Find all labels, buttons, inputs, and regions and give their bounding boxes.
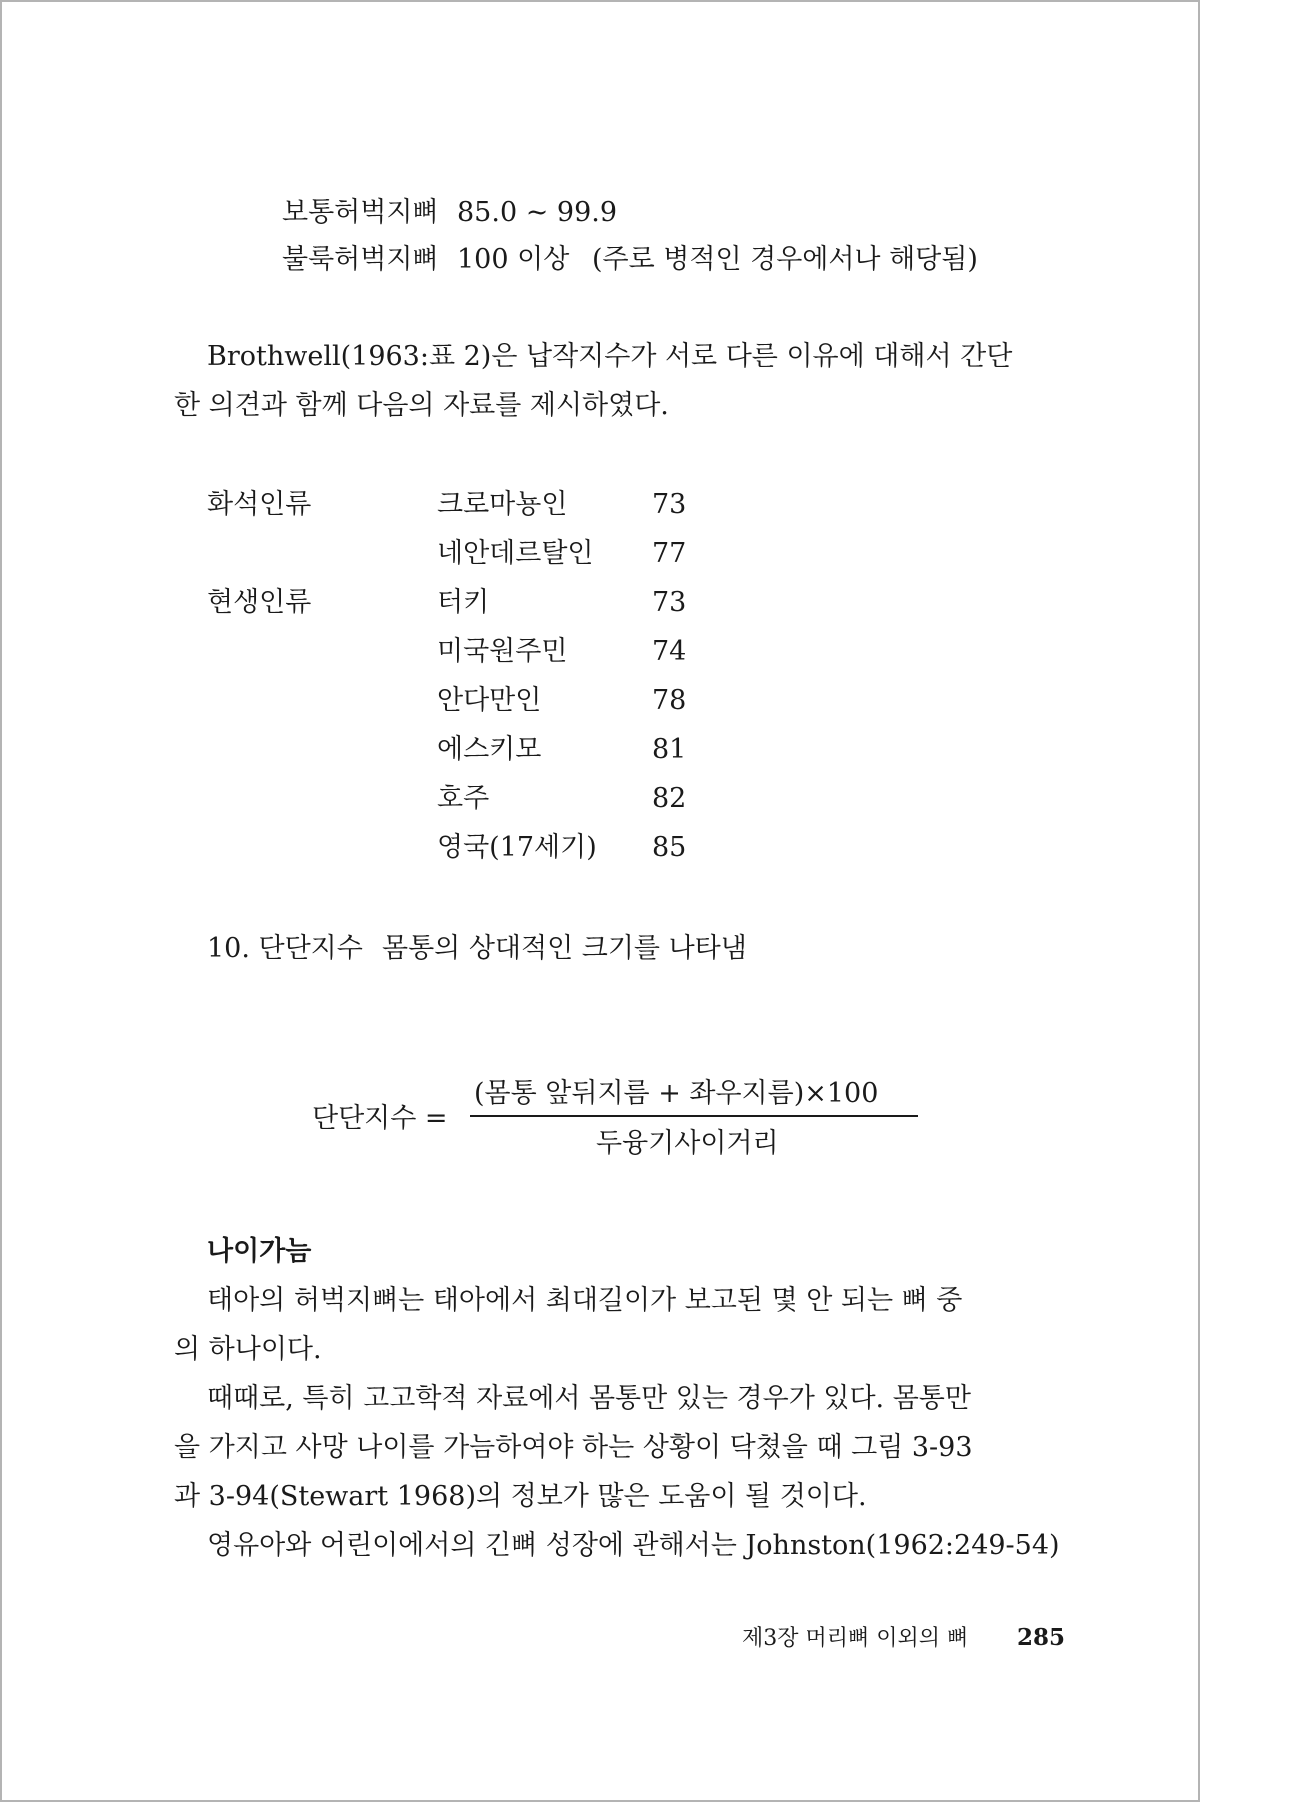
paragraph-line: 때때로, 특히 고고학적 자료에서 몸통만 있는 경우가 있다. 몸통만 <box>207 1383 971 1414</box>
table-row-value: 78 <box>652 685 687 716</box>
table-row-value: 82 <box>652 783 687 814</box>
running-footer: 제3장 머리뼈 이외의 뼈 <box>742 1626 969 1651</box>
table-row-name: 미국원주민 <box>437 636 568 667</box>
table-row-value: 73 <box>652 587 687 618</box>
paragraph-line: 태아의 허벅지뼈는 태아에서 최대길이가 보고된 몇 안 되는 뼈 중 <box>207 1285 963 1316</box>
range-label: 불룩허벅지뼈 <box>282 244 439 275</box>
section-heading: 나이가늠 <box>207 1236 312 1267</box>
paragraph-line: 의 하나이다. <box>174 1334 322 1365</box>
table-row-name: 안다만인 <box>437 685 542 716</box>
table-row-name: 호주 <box>437 783 490 814</box>
paragraph-line: 을 가지고 사망 나이를 가늠하여야 하는 상황이 닥쳤을 때 그림 3-93 <box>174 1432 973 1463</box>
book-edge <box>1200 0 1315 1806</box>
intro-line: Brothwell(1963:표 2)은 납작지수가 서로 다른 이유에 대해서 간단 <box>207 341 1013 372</box>
range-value: 85.0 ~ 99.9 <box>457 197 618 228</box>
fraction-bar <box>470 1115 918 1117</box>
formula-numerator: (몸통 앞뒤지름 + 좌우지름)×100 <box>474 1078 879 1109</box>
range-note: (주로 병적인 경우에서나 해당됨) <box>592 244 978 275</box>
index-description: 몸통의 상대적인 크기를 나타냄 <box>382 933 747 964</box>
table-row-value: 77 <box>652 538 687 569</box>
formula-lhs: 단단지수 = <box>312 1103 448 1134</box>
table-row-name: 네안데르탈인 <box>437 538 594 569</box>
group-label: 현생인류 <box>207 587 312 618</box>
range-value: 100 이상 <box>457 244 570 275</box>
table-row-name: 터키 <box>437 587 490 618</box>
paragraph-line: 과 3-94(Stewart 1968)의 정보가 많은 도움이 될 것이다. <box>174 1481 867 1512</box>
table-row-name: 영국(17세기) <box>437 832 597 863</box>
table-row-value: 85 <box>652 832 687 863</box>
range-label: 보통허벅지뼈 <box>282 197 439 228</box>
formula-denominator: 두융기사이거리 <box>596 1128 779 1159</box>
table-row-value: 81 <box>652 734 687 765</box>
table-row-value: 74 <box>652 636 687 667</box>
table-row-value: 73 <box>652 489 687 520</box>
paragraph-line: 영유아와 어린이에서의 긴뼈 성장에 관해서는 Johnston(1962:249-54) <box>207 1530 1060 1561</box>
intro-line: 한 의견과 함께 다음의 자료를 제시하였다. <box>174 390 669 421</box>
group-label: 화석인류 <box>207 489 312 520</box>
index-title: 10. 단단지수 <box>207 933 363 964</box>
table-row-name: 에스키모 <box>437 734 542 765</box>
table-row-name: 크로마뇽인 <box>437 489 568 520</box>
page-number: 285 <box>1017 1624 1066 1651</box>
